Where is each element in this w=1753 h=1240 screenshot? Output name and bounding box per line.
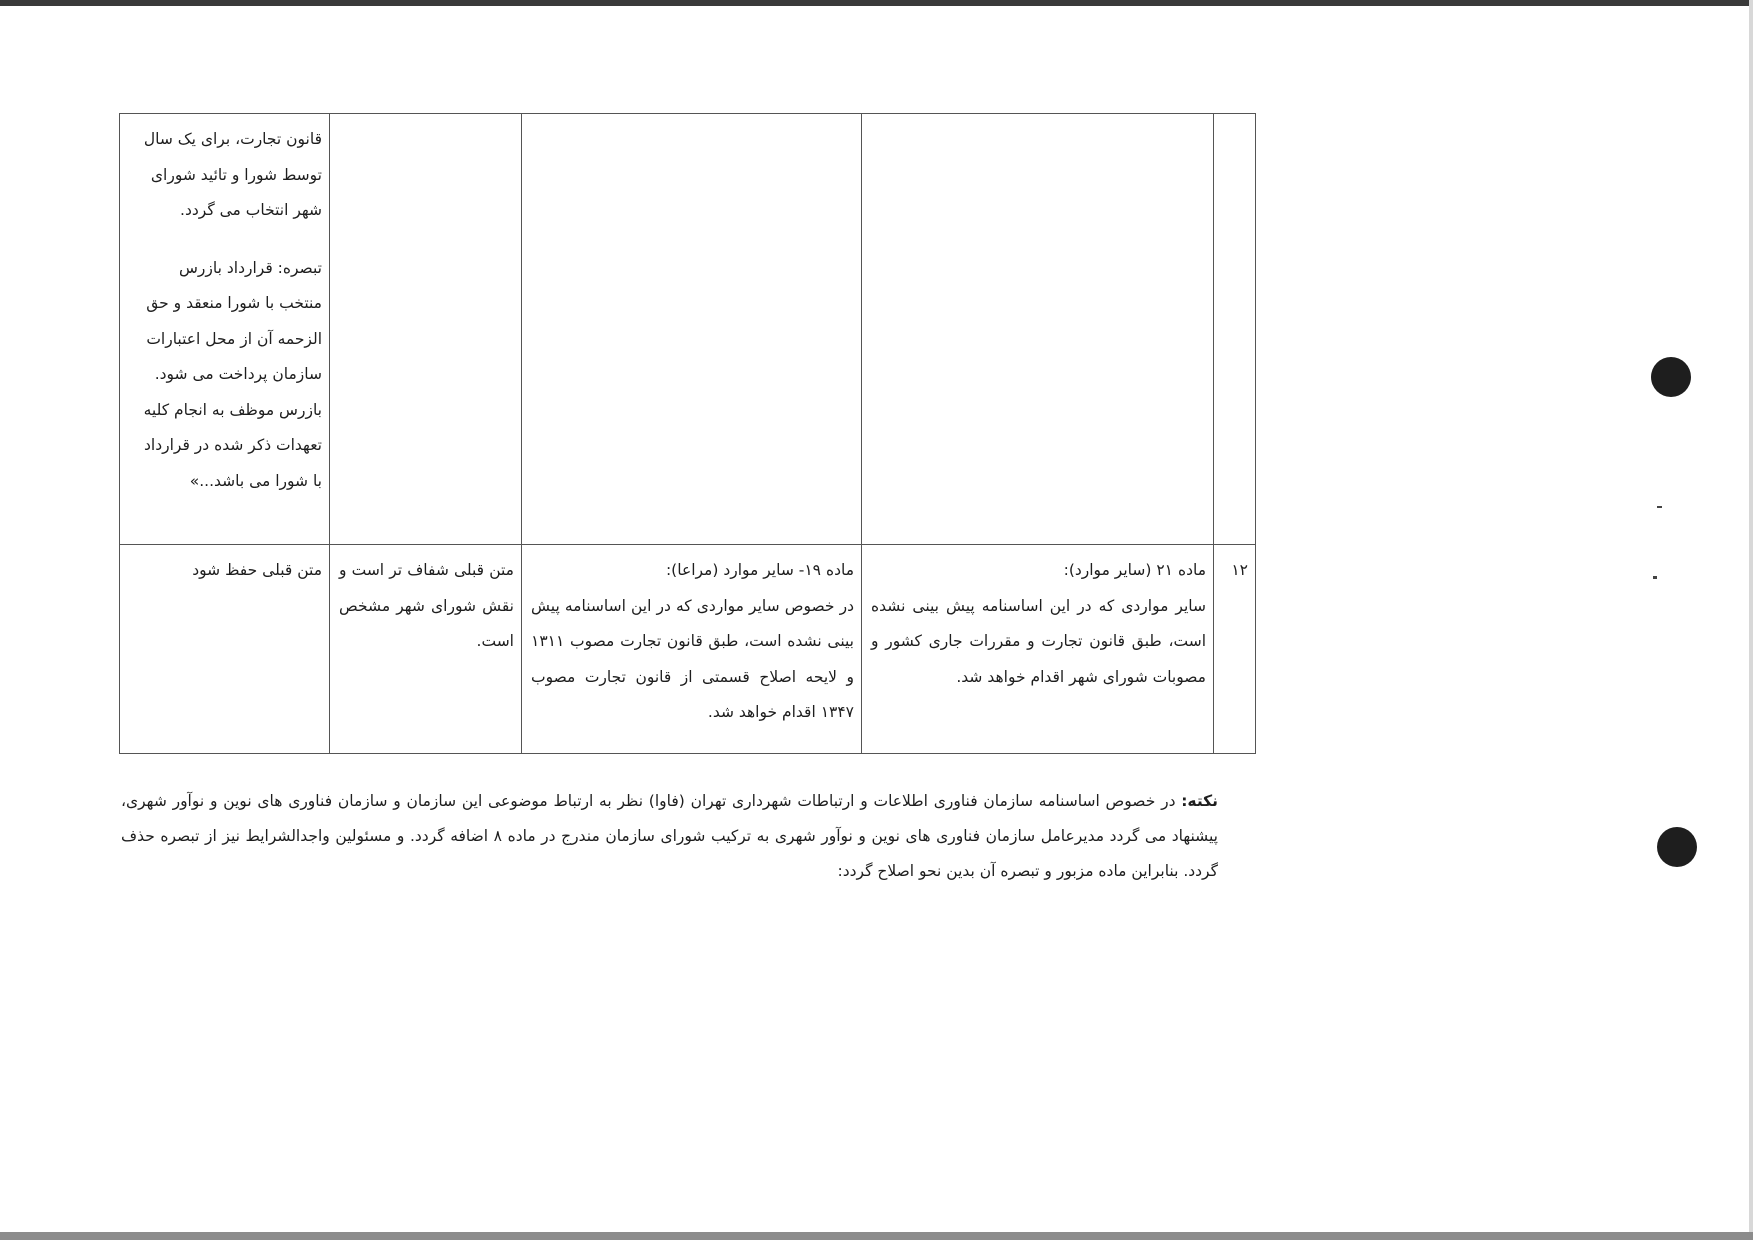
table-row bbox=[120, 114, 1256, 545]
reason-cell bbox=[330, 545, 522, 754]
original-article-text: ماده ۲۱ (سایر موارد): سایر مواردی که در این اساسنامه پیش بینی نشده است، طبق قانون تجارت و مقررات جاری کشور و مصوبات شورای شهر اقدام خواهد شد. bbox=[871, 561, 1206, 686]
note-label: نکته: bbox=[1181, 792, 1218, 810]
note-clause-paragraph: تبصره: قرارداد بازرس منتخب با شورا منعقد و حق الزحمه آن از محل اعتبارات سازمان پرداخت می شود. بازرس موظف به انجام کلیه تعهدات ذکر شده در قرارداد با شورا می باشد...» bbox=[143, 258, 322, 490]
proposed-article-text: ماده ۱۹- سایر موارد (مراعا): در خصوص سایر مواردی که در این اساسنامه پیش بینی نشده است، طبق قانون تجارت مصوب ۱۳۱۱ و لایحه اصلاح قسمتی از قانون تجارت مصوب ۱۳۴۷ اقدام خواهد شد. bbox=[531, 561, 854, 721]
row-number: ۱۲ bbox=[1231, 561, 1248, 579]
amendment-comparison-table bbox=[119, 113, 1256, 754]
scan-speck bbox=[1653, 576, 1657, 579]
table-row bbox=[120, 545, 1256, 754]
punch-hole-bottom bbox=[1657, 827, 1697, 867]
scan-top-edge bbox=[0, 0, 1753, 6]
scan-right-edge bbox=[1749, 0, 1753, 1240]
row-number-cell bbox=[1214, 545, 1256, 754]
scan-speck bbox=[1657, 506, 1662, 508]
note-paragraph bbox=[121, 784, 1218, 889]
proposed-text-cell bbox=[522, 545, 862, 754]
proposed-text-cell bbox=[522, 114, 862, 545]
note-text: در خصوص اساسنامه سازمان فناوری اطلاعات و ارتباطات شهرداری تهران (فاوا) نظر به ارتباط موضوعی این سازمان و سازمان فناوری های نوین و نوآور شهری، پیشنهاد می گردد مدیرعامل سازمان فناوری های نوین و نوآور شهری به ترکیب شورای سازمان مندرج در ماده ۸ اضافه گردد. و مسئولین واجدالشرایط نیز از تبصره حذف گردد. بنابراین ماده مزبور و تبصره آن بدین نحو اصلاح گردد: bbox=[121, 792, 1218, 880]
opinion-cell bbox=[120, 545, 330, 754]
opinion-text: متن قبلی حفظ شود bbox=[192, 561, 322, 579]
reason-text: متن قبلی شفاف تر است و نقش شورای شهر مشخص است. bbox=[339, 561, 514, 650]
original-text-cell bbox=[862, 545, 1214, 754]
reason-cell bbox=[330, 114, 522, 545]
punch-hole-top bbox=[1651, 357, 1691, 397]
original-text-cell bbox=[862, 114, 1214, 545]
row-number-cell bbox=[1214, 114, 1256, 545]
opinion-paragraph: قانون تجارت، برای یک سال توسط شورا و تائید شورای شهر انتخاب می گردد. bbox=[143, 130, 322, 219]
scan-bottom-edge bbox=[0, 1232, 1753, 1240]
opinion-cell bbox=[120, 114, 330, 545]
